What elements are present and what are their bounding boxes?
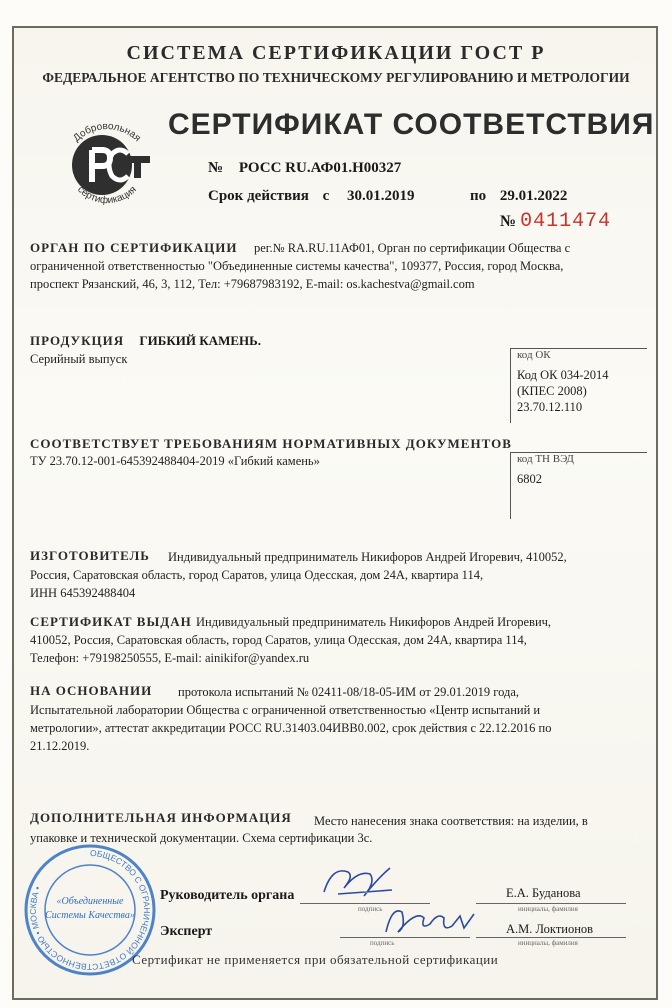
logo-top-text: Добровольная (71, 121, 143, 145)
head-name-caption: инициалы, фамилия (518, 905, 578, 913)
basis-line4: 21.12.2019. (30, 739, 90, 753)
logo-bottom-text: сертификация (75, 184, 139, 207)
additional-line1: Место нанесения знака соответствия: на изделии, в (314, 814, 588, 828)
expert-sign-line (340, 937, 470, 938)
expert-signature (380, 898, 480, 942)
head-name-line (476, 903, 626, 904)
product-release: Серийный выпуск (30, 352, 128, 366)
manufacturer-line2: Россия, Саратовская область, город Саратов, улица Одесская, дом 24А, квартира 114, (30, 568, 484, 582)
number-sign: № (208, 160, 224, 176)
okpd-line3: 23.70.12.110 (517, 400, 583, 414)
basis-line3: метрологии», аттестат аккредитации РОСС RU.31403.04ИВВ0.002, срок действия с 22.12.2016 по (30, 721, 552, 735)
head-sign-caption: подпись (358, 905, 383, 913)
manufacturer-line1: Индивидуальный предприниматель Никифоров Андрей Игоревич, 410052, (168, 550, 567, 564)
cert-body-line2: ограниченной ответственностью "Объединенные системы качества", 109377, Россия, город Москва, (30, 259, 564, 273)
issued-to-line1: Индивидуальный предприниматель Никифоров Андрей Игоревич, (196, 615, 552, 629)
additional-line2: упаковке и технической документации. Схема сертификации 3с. (30, 831, 373, 845)
cert-body-line1: рег.№ RA.RU.11АФ01, Орган по сертификации Общества с (254, 241, 571, 255)
product-label: ПРОДУКЦИЯ (30, 333, 125, 348)
blank-number-row (500, 210, 611, 233)
conforms-doc: ТУ 23.70.12-001-645392488404-2019 «Гибкий камень» (30, 454, 320, 468)
product-row (30, 333, 261, 349)
tnved-value: 6802 (517, 472, 542, 486)
issued-to-line2: 410052, Россия, Саратовская область, город Саратов, улица Одесская, дом 24А, квартира 114, (30, 633, 527, 647)
stamp-center-line1: «Объединенные (56, 896, 124, 907)
validity-from-label: с (322, 188, 330, 204)
okpd-code-box (510, 348, 647, 423)
blank-number: 0411474 (520, 210, 612, 233)
manufacturer-line3: ИНН 645392488404 (30, 586, 136, 600)
okpd-line1: Код ОК 034-2014 (517, 368, 609, 382)
additional-label: ДОПОЛНИТЕЛЬНАЯ ИНФОРМАЦИЯ (30, 810, 292, 825)
gost-logo (52, 110, 162, 210)
validity-label: Срок действия (208, 188, 309, 204)
agency-title: ФЕДЕРАЛЬНОЕ АГЕНТСТВО ПО ТЕХНИЧЕСКОМУ РЕГУЛИРОВАНИЮ И МЕТРОЛОГИИ (42, 70, 630, 85)
cert-body-label: ОРГАН ПО СЕРТИФИКАЦИИ (30, 240, 238, 255)
okpd-line2: (КПЕС 2008) (517, 384, 587, 398)
okpd-caption: код ОК (517, 349, 551, 361)
stamp-ring-text: ОБЩЕСТВО С ОГРАНИЧЕННОЙ ОТВЕТСТВЕННОСТЬЮ • МОСКВА • (27, 847, 152, 973)
certificate-title: СЕРТИФИКАТ СООТВЕТСТВИЯ (168, 108, 655, 141)
cert-body-line3: проспект Рязанский, 46, 3, 112, Тел: +79687983192, E-mail: os.kachestva@gmail.com (30, 277, 475, 291)
stamp-center-line2: Системы Качества» (45, 910, 135, 921)
head-label: Руководитель органа (160, 888, 295, 903)
issued-to-label: СЕРТИФИКАТ ВЫДАН (30, 614, 192, 629)
validity-to-label: по (470, 188, 487, 204)
manufacturer-label: ИЗГОТОВИТЕЛЬ (30, 548, 150, 563)
expert-label: Эксперт (160, 924, 213, 939)
product-name: ГИБКИЙ КАМЕНЬ. (139, 333, 261, 348)
certificate-number: РОСС RU.АФ01.Н00327 (238, 160, 402, 176)
blank-number-sign: № (500, 213, 517, 230)
validity-from: 30.01.2019 (347, 188, 415, 204)
expert-name-caption: инициалы, фамилия (518, 939, 578, 947)
validity-to: 29.01.2022 (499, 188, 568, 204)
basis-label: НА ОСНОВАНИИ (30, 683, 153, 698)
footer-note: Сертификат не применяется при обязательной сертификации (132, 952, 499, 967)
issued-to-line3: Телефон: +79198250555, E-mail: ainikifor@yandex.ru (30, 651, 310, 665)
tnved-code-box (510, 452, 647, 519)
expert-name: А.М. Локтионов (506, 922, 594, 936)
expert-sign-caption: подпись (370, 939, 395, 947)
tnved-caption: код ТН ВЭД (517, 453, 574, 465)
expert-name-line (476, 937, 626, 938)
system-title: СИСТЕМА СЕРТИФИКАЦИИ ГОСТ Р (126, 42, 546, 64)
basis-line2: Испытательной лаборатории Общества с ограниченной ответственностью «Центр испытаний и (30, 703, 541, 717)
certificate-number-row (208, 160, 401, 177)
basis-line1: протокола испытаний № 02411-08/18-05-ИМ от 29.01.2019 года, (178, 685, 520, 699)
validity-row (208, 188, 415, 205)
conforms-label: СООТВЕТСТВУЕТ ТРЕБОВАНИЯМ НОРМАТИВНЫХ ДОКУМЕНТОВ (30, 436, 512, 451)
head-name: Е.А. Буданова (506, 886, 581, 900)
validity-to-row (470, 188, 567, 205)
